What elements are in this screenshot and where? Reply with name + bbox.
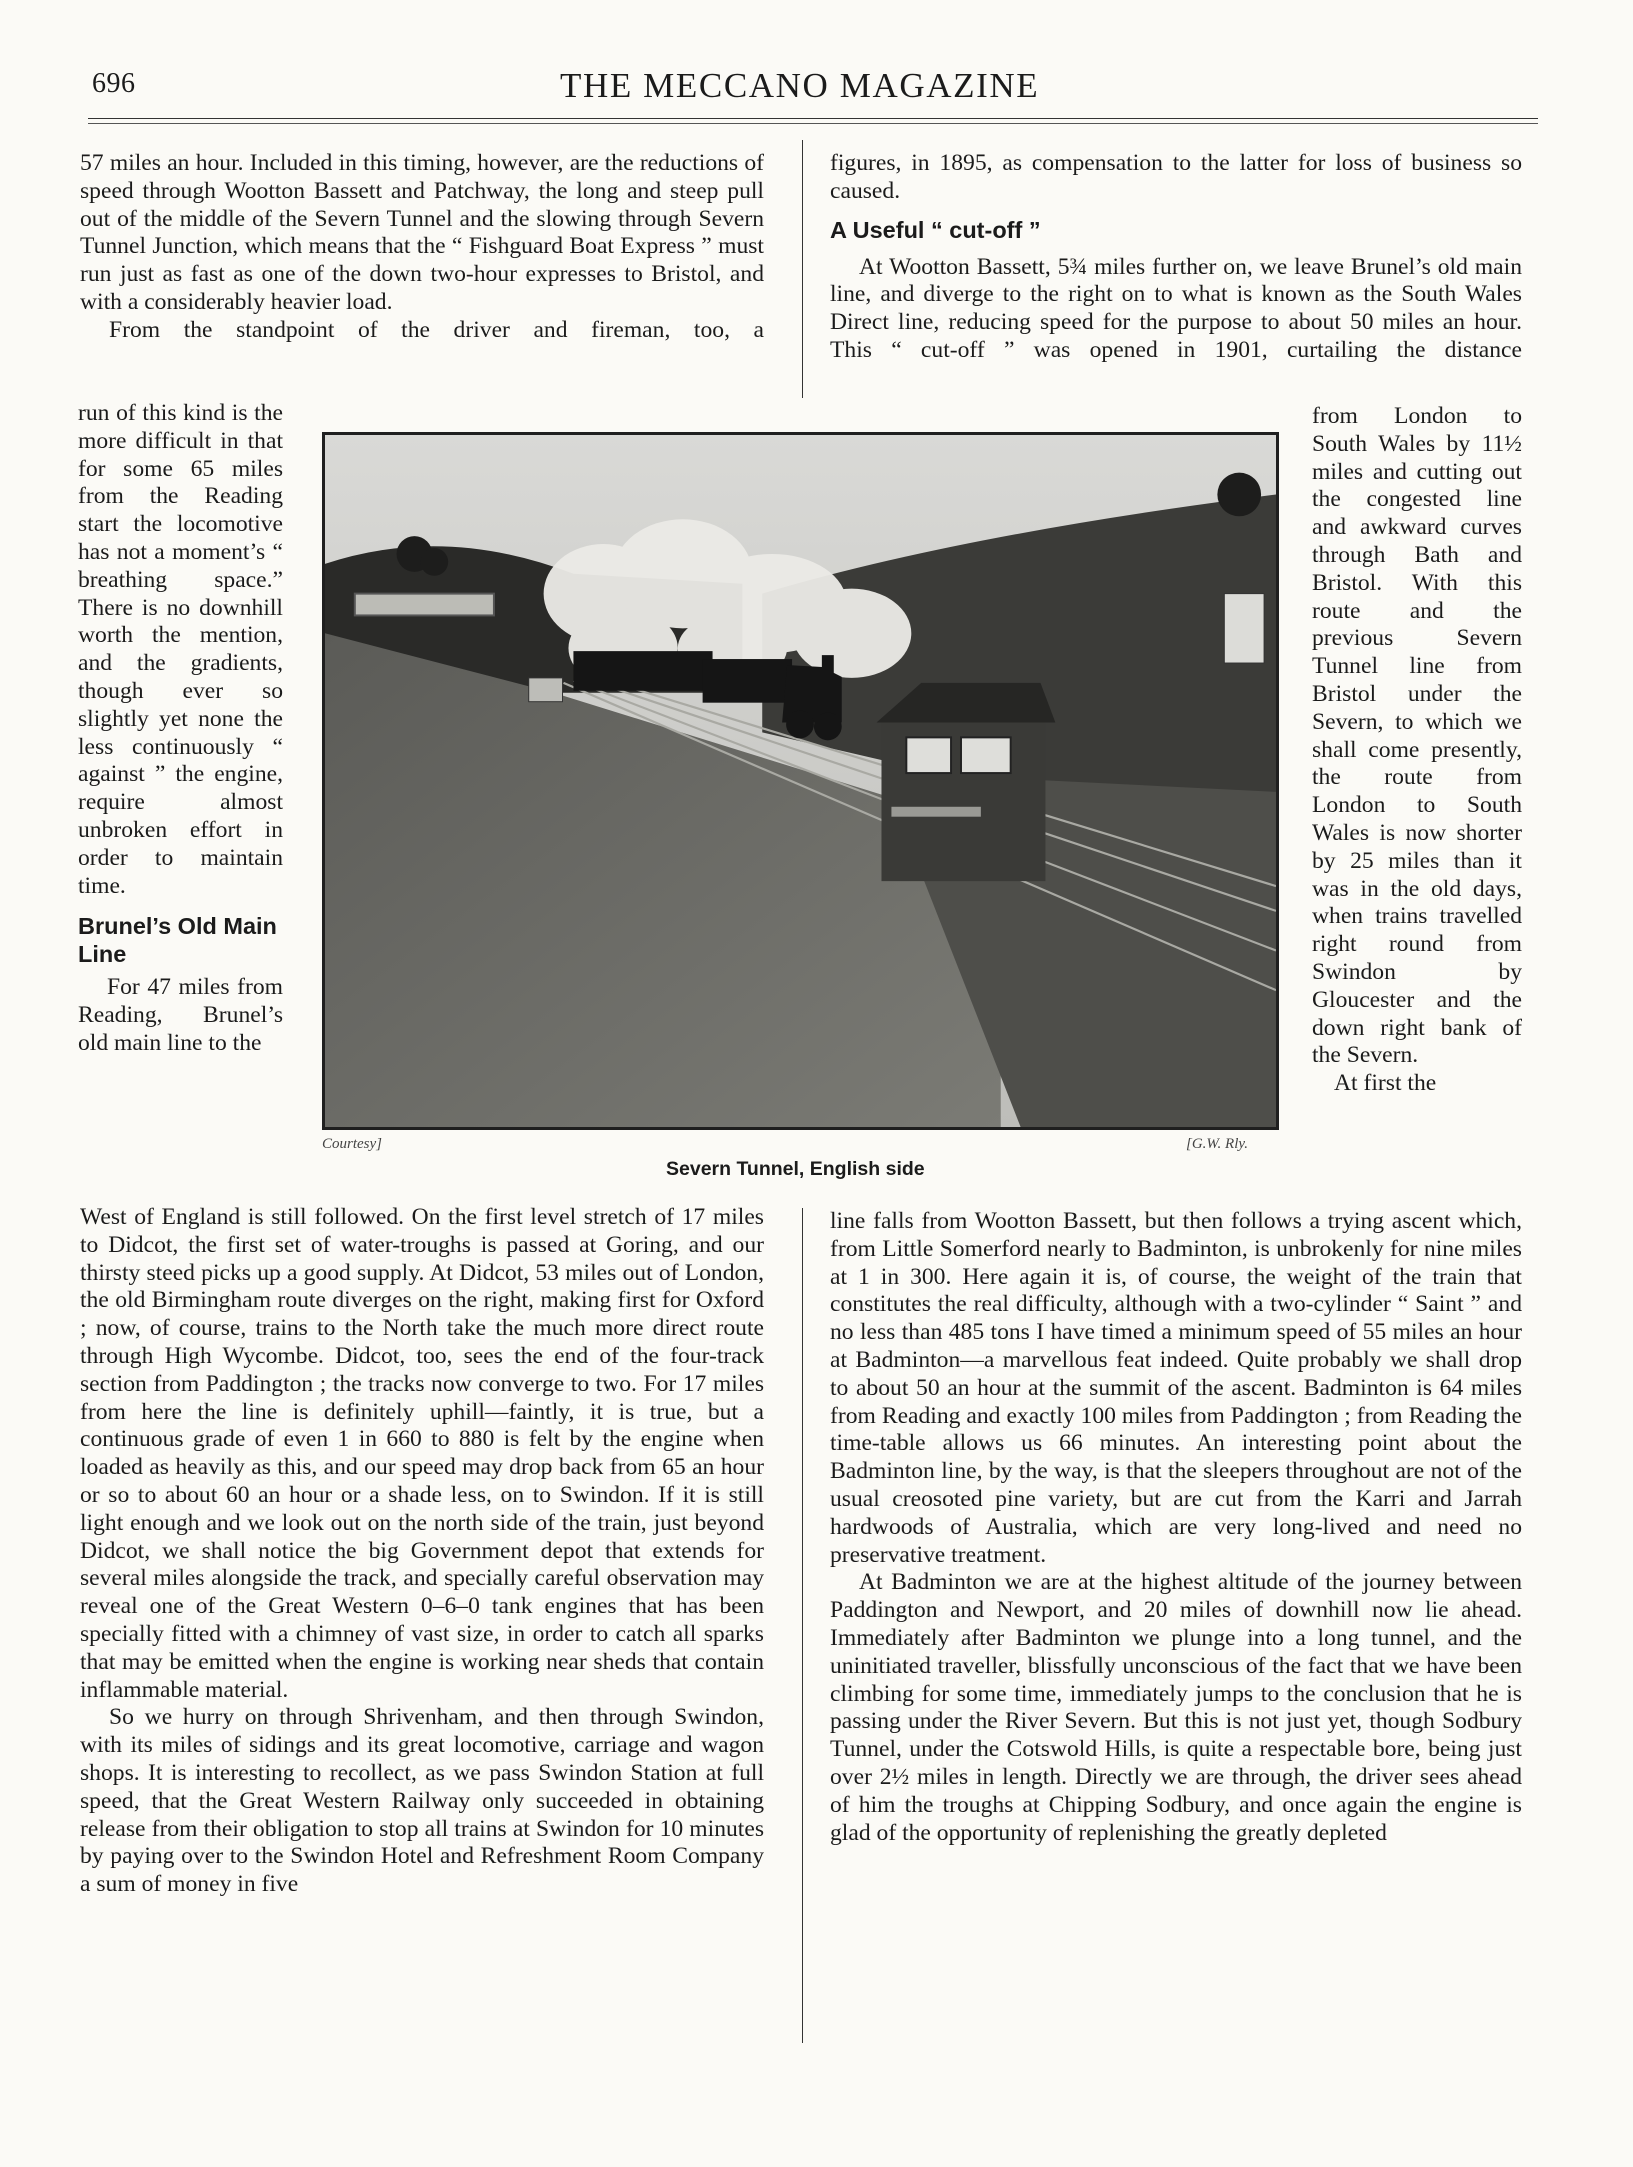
paragraph: At first the	[1334, 1070, 1437, 1097]
paragraph: 57 miles an hour. Included in this timing, however, are the reductions of speed through Wootton Bassett and Patchway, the long and steep pull out of the middle of the Severn Tunnel and the slowing through Severn Tunnel Junction, which means that the “ Fishguard Boat Express ” must run just as fast as one of the down two-hour expresses to Bristol, and with a considerably heavier load.	[80, 150, 764, 315]
page-number: 696	[92, 68, 136, 99]
paragraph: So we hurry on through Shrivenham, and then through Swindon, with its miles of sidings and its great locomotive, carriage and wagon shops. It is interesting to recollect, as we pass Swindon Station at full speed, that the Great Western Railway only succeeded in obtaining release from their obligation to stop all trains at Swindon for 10 minutes by paying over to the Swindon Hotel and Refreshment Room Company a sum of money in five	[80, 1704, 764, 1898]
column-divider-bottom	[802, 1208, 803, 2043]
section-heading: A Useful “ cut-off ”	[830, 216, 1041, 243]
left-narrow-column	[78, 400, 283, 1058]
paragraph: from London to South Wales by 11½ miles and cutting out the congested line and awkward curves through Bath and Bristol. With this route and the previous Severn Tunnel line from Bristol under the Severn, to which we shall come presently, the route from London to South Wales is now shorter by 25 miles than it was in the old days, when trains travelled right round from Swindon by Gloucester and the down right bank of the Severn.	[1312, 403, 1522, 1069]
left-column-bottom	[80, 1204, 764, 1899]
right-column-top	[830, 150, 1522, 365]
photo-caption: Severn Tunnel, English side	[666, 1158, 925, 1180]
section-heading: Brunel’s Old Main Line	[78, 913, 277, 968]
paragraph: line falls from Wootton Bassett, but then follows a trying ascent which, from Little Somerford nearly to Badminton, is unbrokenly for nine miles at 1 in 300. Here again it is, of course, the weight of the train that constitutes the real difficulty, although with a two-cylinder “ Saint ” and no less than 485 tons I have timed a minimum speed of 55 miles an hour at Badminton—a marvellous feat indeed. Quite probably we shall drop to about 50 an hour at the summit of the ascent. Badminton is 64 miles from Reading and exactly 100 miles from Paddington ; from Reading the time-table allows us 66 minutes. An interesting point about the Badminton line, by the way, is that the sleepers throughout are not of the usual creosoted pine variety, but are cut from the Karri and Jarrah hardwoods of Australia, which are very long-lived and need no preservative treatment.	[830, 1208, 1522, 1568]
paragraph: figures, in 1895, as compensation to the latter for loss of business so caused.	[830, 150, 1522, 204]
paragraph: run of this kind is the more difficult in that for some 65 miles from the Reading start the locomotive has not a moment’s “ breathing space.” There is no downhill worth the mention, and the gradients, though ever so slightly yet none the less continuously “ against ” the engine, require almost unbroken effort in order to maintain time.	[78, 400, 283, 899]
paragraph: At Wootton Bassett, 5¾ miles further on, we leave Brunel’s old main line, and diverge to the right on to what is known as the South Wales Direct line, reducing speed for the purpose to about 50 miles an hour. This “ cut-off ” was opened in 1901, curtailing the distance	[830, 253, 1522, 363]
right-column-bottom	[830, 1208, 1522, 1847]
paragraph: West of England is still followed. On the first level stretch of 17 miles to Didcot, the first set of water-troughs is passed at Goring, and our thirsty steed picks up a good supply. At Didcot, 53 miles out of London, the old Birmingham route diverges on the right, making first for Oxford ; now, of course, trains to the North take the much more direct route through High Wycombe. Didcot, too, sees the end of the four-track section from Paddington ; the tracks now converge to two. For 17 miles from here the line is definitely uphill—faintly, it is true, but a continuous grade of even 1 in 660 to 880 is felt by the engine when loaded as heavily as this, and our speed may drop back from 65 an hour or so to about 60 an hour or a shade less, on to Swindon. If it is still light enough and we look out on the north side of the train, just beyond Didcot, we shall notice the big Government depot that extends for several miles alongside the track, and specially careful observation may reveal one of the Great Western 0–6–0 tank engines that has been specially fitted with a chimney of vast size, in order to catch all sparks that may be emitted when the engine is working near sheds that contain inflammable material.	[80, 1204, 764, 1703]
photo-credit-right: [G.W. Rly.	[1186, 1136, 1248, 1152]
photograph-severn-tunnel	[322, 432, 1279, 1130]
right-narrow-column	[1312, 403, 1522, 1098]
header-rule-thin	[88, 123, 1538, 124]
left-column-top	[80, 150, 764, 345]
paragraph: From the standpoint of the driver and fireman, too, a	[109, 316, 764, 343]
photo-credit-left: Courtesy]	[322, 1136, 382, 1152]
header-rule	[88, 118, 1538, 119]
column-divider-top	[802, 140, 803, 398]
paragraph: At Badminton we are at the highest altitude of the journey between Paddington and Newport, and 20 miles of downhill now lie ahead. Immediately after Badminton we plunge into a long tunnel, and the uninitiated traveller, blissfully unconscious of the fact that we have been climbing for some time, immediately jumps to the conclusion that he is passing under the River Severn. But this is not just yet, though Sodbury Tunnel, under the Cotswold Hills, is quite a respectable bore, being just over 2½ miles in length. Directly we are through, the driver sees ahead of him the troughs at Chipping Sodbury, and once again the engine is glad of the opportunity of replenishing the greatly depleted	[830, 1569, 1522, 1846]
magazine-title: THE MECCANO MAGAZINE	[560, 66, 1040, 105]
paragraph: For 47 miles from Reading, Brunel’s old main line to the	[78, 974, 283, 1056]
train-photo-illustration	[325, 435, 1276, 1127]
